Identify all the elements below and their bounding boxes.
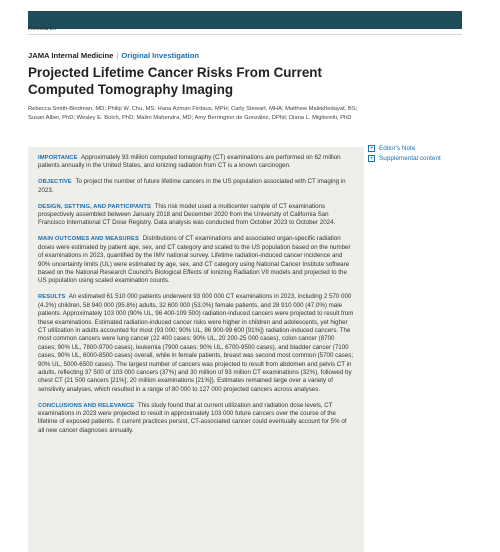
abstract-text: Approximately 93 million computed tomography (CT) examinations are performed on 62 million patients annually in the United States, and ionizing radiation from CT is a known carcinogen.: [38, 154, 341, 170]
supplemental-content-link[interactable]: [368, 155, 478, 162]
section-label: Research: [28, 25, 57, 32]
abstract-text: This risk model used a multicenter sample of CT examinations prospectively assembled between January 2018 and December 2020 from the University of California San Francisco International CT Dose Registry. Data analysis was conducted from October 2023 to October 2024.: [38, 202, 336, 227]
author-list: Rebecca Smith-Bindman, MD; Philip W. Chu, MS; Hana Azman Firdaus, MPH; Carly Stewart, MHA; Matthew Malekhedayat, BS; Susan Alber, PhD; Wesley E. Bolch, PhD; Malini Mahendra, MD; Amy Berrington de González, DPhil; Diana L. Miglioretti, PhD: [28, 106, 358, 121]
header-divider: [28, 34, 462, 35]
supplemental-content-label: Supplemental content: [379, 155, 441, 162]
abstract-objective: [38, 178, 354, 195]
journal-name: JAMA Internal Medicine: [28, 51, 114, 60]
abstract-conclusions: [38, 402, 354, 436]
abstract-box: [28, 147, 364, 552]
abstract-results: [38, 293, 354, 394]
plus-icon: +: [369, 155, 374, 162]
abstract-importance: [38, 154, 354, 171]
abstract-heading: OBJECTIVE: [38, 179, 72, 186]
editors-note-label: Editor's Note: [379, 145, 416, 152]
abstract-text: Distributions of CT examinations and associated organ-specific radiation doses were estimated by patient age, sex, and CT category and scaled to the US population based on the number of examinations in 2023, quantified by the IMV national survey. Lifetime radiation-induced cancer incidence and 90% uncertainty limits (UL) were estimated by age, sex, and CT category using National Cancer Institute software based on the National Research Council's Biological Effects of Ionizing Radiation VII models and projected to the US population using scaled examination counts.: [38, 235, 351, 285]
plus-icon: +: [369, 145, 374, 152]
abstract-heading: MAIN OUTCOMES AND MEASURES: [38, 236, 139, 243]
editors-note-link[interactable]: [368, 145, 478, 152]
abstract-heading: CONCLUSIONS AND RELEVANCE: [38, 402, 135, 409]
abstract-outcomes: [38, 235, 354, 285]
abstract-text: To project the number of future lifetime cancers in the US population associated with CT imaging in 2023.: [38, 178, 346, 194]
abstract-text: An estimated 61 510 000 patients underwent 93 000 000 CT examinations in 2023, including 2 570 000 (4.2%) children, 58 940 000 (95.8%) adults, 32 600 000 (53.0%) female patients, and 28 910 000 (47.0%) male patients. Approximately 103 000 (90% UL, 96 400-109 500) radiation-induced cancers were projected to result from these examinations. Estimated radiation-induced cancer risks were higher in children and adolescents, yet higher CT utilization in adults accounted for most (93 000; 90% UL, 86 900-99 600 [91%]) radiation-induced cancers. The most common cancers were lung cancer (22 400 cases; 90% UL, 20 200-25 000 cases), colon cancer (8700 cases; 90% UL, 7800-9700 cases), leukemia (7900 cases; 90% UL, 6700-9500 cases), and bladder cancer (7100 cases, 90% UL, 6000-8500 cases) overall, while in female patients, breast was second most common (5700 cases; 90% UL, 5000-6500 cases). The largest number of cancers was projected to result from abdomen and pelvis CT in adults, reflecting 37 500 of 103 000 cancers (37%) and 30 million of 93 million CT examinations (32%), followed by chest CT (21 500 cancers [21%]; 20 million examinations [21%]). Estimates remained large over a variety of sensitivity analyses, which resulted in a range of 80 000 to 127 000 projected cancers across analyses.: [38, 293, 354, 393]
abstract-text: This study found that at current utilization and radiation dose levels, CT examinations in 2023 were projected to result in approximately 103 000 future cancers over the course of the lifetime of exposed patients. If current practices persist, CT-associated cancer could eventually account for 5% of all new cancer diagnoses annually.: [38, 401, 347, 434]
journal-line: [28, 51, 199, 60]
top-banner: [28, 11, 462, 29]
abstract-heading: RESULTS: [38, 294, 66, 301]
article-type-link[interactable]: Original Investigation: [121, 51, 199, 60]
abstract-heading: IMPORTANCE: [38, 155, 78, 161]
article-title: Projected Lifetime Cancer Risks From Current Computed Tomography Imaging: [28, 65, 322, 97]
journal-separator: |: [116, 51, 119, 60]
abstract-design: [38, 203, 354, 228]
sidebar-links: [368, 145, 478, 165]
abstract-heading: DESIGN, SETTING, AND PARTICIPANTS: [38, 203, 152, 210]
